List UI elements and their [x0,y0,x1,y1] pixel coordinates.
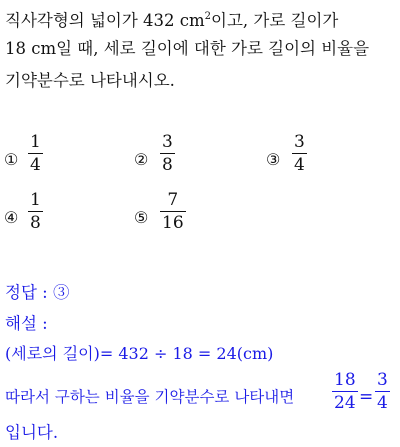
question-text-1b: 이고, 가로 길이가 [211,11,339,30]
choice-1-marker: ① [4,150,19,169]
question-line-2: 18 cm일 때, 세로 길이에 대한 가로 길이의 비율을 [5,39,370,58]
conclusion-fraction-2-denominator: 4 [377,393,388,413]
conclusion-fraction-2-numerator: 3 [377,370,388,390]
question-superscript: 2 [204,11,212,22]
choice-3-numerator: 3 [294,132,305,152]
conclusion-line: 따라서 구하는 비율을 기약분수로 나타내면 [5,388,295,406]
calculation-line: (세로의 길이)= 432 ÷ 18 = 24(cm) [5,344,274,363]
question-line-1 [5,6,338,32]
choice-4-numerator: 1 [30,190,41,210]
conclusion-fraction-2 [375,371,390,412]
question-text-1a: 직사각형의 넓이가 432 cm [5,11,205,30]
choice-5-marker: ⑤ [134,208,149,227]
answer-value: ③ [52,283,70,302]
choice-5-fraction [160,191,186,232]
conclusion-equals: = [359,387,374,407]
choice-1-denominator: 4 [30,155,41,175]
choice-5-numerator: 7 [167,190,179,210]
choice-1-fraction [28,133,43,174]
choice-3-fraction [292,133,307,174]
choice-2-numerator: 3 [162,132,173,152]
explanation-label: 해설 : [5,314,48,333]
choice-2-denominator: 8 [162,155,173,175]
conclusion-fraction-1-denominator: 24 [334,393,356,413]
answer-label: 정답 : [5,283,48,302]
choice-3-denominator: 4 [294,155,305,175]
choice-4-denominator: 8 [30,213,41,233]
choice-1-numerator: 1 [30,132,41,152]
question-line-3: 기약분수로 나타내시오. [5,71,175,90]
conclusion-end: 입니다. [5,423,59,442]
choice-3-marker: ③ [266,150,281,169]
conclusion-fraction-1 [332,371,358,412]
answer-line [5,282,69,304]
choice-4-fraction [28,191,43,232]
choice-5-denominator: 16 [162,213,184,233]
choice-2-fraction [160,133,175,174]
conclusion-fraction-1-numerator: 18 [334,370,356,390]
choice-4-marker: ④ [4,208,19,227]
choice-2-marker: ② [134,150,149,169]
